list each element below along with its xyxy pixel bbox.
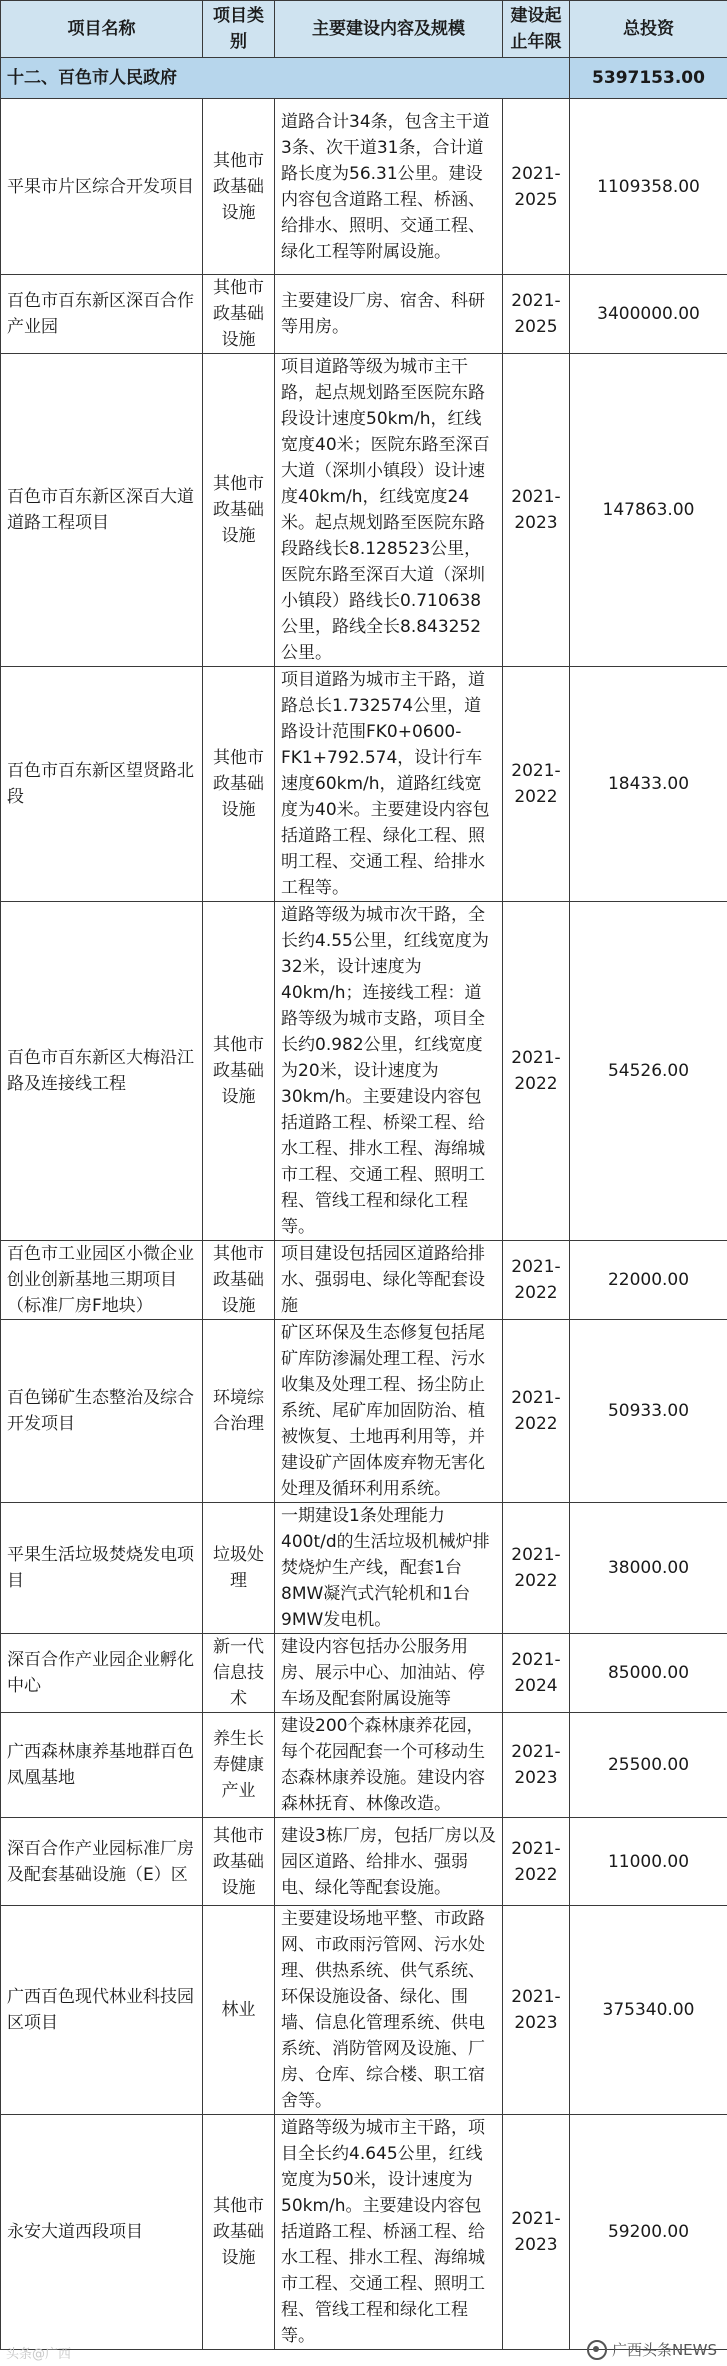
project-name-cell: 百色锑矿生态整治及综合开发项目 [1, 1320, 203, 1503]
project-name-cell: 广西百色现代林业科技园区项目 [1, 1906, 203, 2115]
project-type-cell: 养生长寿健康产业 [203, 1713, 275, 1818]
table-row [1, 1818, 727, 1906]
project-investment-cell: 59200.00 [570, 2115, 727, 2350]
table-row [1, 902, 727, 1241]
table-row [1, 1320, 727, 1503]
project-name-cell: 广西森林康养基地群百色凤凰基地 [1, 1713, 203, 1818]
project-years-cell: 2021- 2025 [503, 275, 570, 354]
project-years-cell: 2021- 2022 [503, 902, 570, 1241]
project-years-cell: 2021- 2022 [503, 1320, 570, 1503]
table-row [1, 99, 727, 275]
project-description-cell: 道路合计34条，包含主干道3条、次干道31条，合计道路长度为56.31公里。建设内容包含道路工程、桥涵、给排水、照明、交通工程、绿化工程等附属设施。 [275, 99, 503, 275]
section-total: 5397153.00 [570, 58, 727, 99]
project-name-cell: 平果生活垃圾焚烧发电项目 [1, 1503, 203, 1634]
project-description-cell: 项目道路等级为城市主干路，起点规划路至医院东路段设计速度50km/h，红线宽度40米；医院东路至深百大道（深圳小镇段）设计速度40km/h，红线宽度24米。起点规划路至医院东路段路线长8.128523公里，医院东路至深百大道（深圳小镇段）路线长0.710638公里，路线全长8.843252公里。 [275, 354, 503, 667]
project-description-cell: 建设3栋厂房，包括厂房以及园区道路、给排水、强弱电、绿化等配套设施。 [275, 1818, 503, 1906]
project-investment-cell: 1109358.00 [570, 99, 727, 275]
project-type-cell: 其他市政基础设施 [203, 1818, 275, 1906]
watermark-left: 头条@广西 [6, 2347, 72, 2362]
project-years-cell: 2021- 2022 [503, 1503, 570, 1634]
table-body [1, 99, 727, 2350]
project-years-cell: 2021- 2023 [503, 354, 570, 667]
project-investment-cell: 50933.00 [570, 1320, 727, 1503]
table-header-row [1, 1, 727, 58]
logo-icon [587, 2340, 607, 2360]
section-row [1, 58, 727, 99]
project-investment-cell: 54526.00 [570, 902, 727, 1241]
project-name-cell: 百色市百东新区深百合作产业园 [1, 275, 203, 354]
table-row [1, 1906, 727, 2115]
table-row [1, 354, 727, 667]
project-name-cell: 永安大道西段项目 [1, 2115, 203, 2350]
project-type-cell: 环境综合治理 [203, 1320, 275, 1503]
project-type-cell: 其他市政基础设施 [203, 1241, 275, 1320]
project-name-cell: 百色市百东新区大梅沿江路及连接线工程 [1, 902, 203, 1241]
project-years-cell: 2021- 2022 [503, 1241, 570, 1320]
project-years-cell: 2021- 2023 [503, 1713, 570, 1818]
project-type-cell: 其他市政基础设施 [203, 902, 275, 1241]
project-description-cell: 建设200个森林康养花园，每个花园配套一个可移动生态森林康养设施。建设内容森林抚育、林像改造。 [275, 1713, 503, 1818]
project-description-cell: 矿区环保及生态修复包括尾矿库防渗漏处理工程、污水收集及处理工程、扬尘防止系统、尾矿库加固防治、植被恢复、土地再利用等，并建设矿产固体废弃物无害化处理及循环利用系统。 [275, 1320, 503, 1503]
table-row [1, 1503, 727, 1634]
header-project-type: 项目类别 [203, 1, 275, 58]
project-type-cell: 林业 [203, 1906, 275, 2115]
project-description-cell: 项目建设包括园区道路给排水、强弱电、绿化等配套设施 [275, 1241, 503, 1320]
project-investment-cell: 11000.00 [570, 1818, 727, 1906]
table-row [1, 275, 727, 354]
project-description-cell: 道路等级为城市次干路，全长约4.55公里，红线宽度为32米，设计速度为40km/h；连接线工程：道路等级为城市支路，项目全长约0.982公里，红线宽度为20米，设计速度为30km/h。主要建设内容包括道路工程、桥梁工程、给水工程、排水工程、海绵城市工程、交通工程、照明工程、管线工程和绿化工程等。 [275, 902, 503, 1241]
project-type-cell: 其他市政基础设施 [203, 2115, 275, 2350]
project-years-cell: 2021- 2022 [503, 667, 570, 902]
project-name-cell: 百色市百东新区望贤路北段 [1, 667, 203, 902]
project-years-cell: 2021- 2023 [503, 1906, 570, 2115]
project-type-cell: 其他市政基础设施 [203, 99, 275, 275]
table-row [1, 1634, 727, 1713]
project-years-cell: 2021- 2024 [503, 1634, 570, 1713]
project-name-cell: 百色市百东新区深百大道道路工程项目 [1, 354, 203, 667]
header-investment: 总投资 [570, 1, 727, 58]
project-description-cell: 项目道路为城市主干路，道路总长1.732574公里，道路设计范围FK0+0600-FK1+792.574，设计行车速度60km/h，道路红线宽度为40米。主要建设内容包括道路工程、绿化工程、照明工程、交通工程、给排水工程等。 [275, 667, 503, 902]
project-name-cell: 平果市片区综合开发项目 [1, 99, 203, 275]
project-name-cell: 深百合作产业园企业孵化中心 [1, 1634, 203, 1713]
project-investment-cell: 22000.00 [570, 1241, 727, 1320]
table-row [1, 1713, 727, 1818]
watermark-right-text: 广西头条NEWS [611, 2341, 717, 2359]
project-investment-cell: 85000.00 [570, 1634, 727, 1713]
project-investment-cell: 18433.00 [570, 667, 727, 902]
section-title: 十二、百色市人民政府 [1, 58, 570, 99]
project-years-cell: 2021- 2025 [503, 99, 570, 275]
project-investment-cell: 25500.00 [570, 1713, 727, 1818]
project-type-cell: 新一代信息技术 [203, 1634, 275, 1713]
table-row [1, 667, 727, 902]
project-description-cell: 建设内容包括办公服务用房、展示中心、加油站、停车场及配套附属设施等 [275, 1634, 503, 1713]
header-project-name: 项目名称 [1, 1, 203, 58]
project-years-cell: 2021- 2022 [503, 1818, 570, 1906]
project-description-cell: 主要建设场地平整、市政路网、市政雨污管网、污水处理、供热系统、供气系统、环保设施设备、绿化、围墙、信息化管理系统、供电系统、消防管网及设施、厂房、仓库、综合楼、职工宿舍等。 [275, 1906, 503, 2115]
table-row [1, 1241, 727, 1320]
project-investment-cell: 147863.00 [570, 354, 727, 667]
project-years-cell: 2021- 2023 [503, 2115, 570, 2350]
project-investment-cell: 375340.00 [570, 1906, 727, 2115]
project-name-cell: 百色市工业园区小微企业创业创新基地三期项目（标准厂房F地块） [1, 1241, 203, 1320]
project-type-cell: 其他市政基础设施 [203, 275, 275, 354]
project-description-cell: 道路等级为城市主干路，项目全长约4.645公里，红线宽度为50米，设计速度为50km/h。主要建设内容包括道路工程、桥涵工程、给水工程、排水工程、海绵城市工程、交通工程、照明工程、管线工程和绿化工程等。 [275, 2115, 503, 2350]
project-investment-cell: 38000.00 [570, 1503, 727, 1634]
project-name-cell: 深百合作产业园标准厂房及配套基础设施（E）区 [1, 1818, 203, 1906]
project-description-cell: 一期建设1条处理能力400t/d的生活垃圾机械炉排焚烧炉生产线，配套1台8MW凝汽式汽轮机和1台9MW发电机。 [275, 1503, 503, 1634]
project-type-cell: 垃圾处理 [203, 1503, 275, 1634]
header-years: 建设起止年限 [503, 1, 570, 58]
project-investment-cell: 3400000.00 [570, 275, 727, 354]
header-main-content: 主要建设内容及规模 [275, 1, 503, 58]
project-type-cell: 其他市政基础设施 [203, 667, 275, 902]
project-description-cell: 主要建设厂房、宿舍、科研等用房。 [275, 275, 503, 354]
table-row [1, 2115, 727, 2350]
watermark-right [587, 2339, 717, 2360]
project-type-cell: 其他市政基础设施 [203, 354, 275, 667]
